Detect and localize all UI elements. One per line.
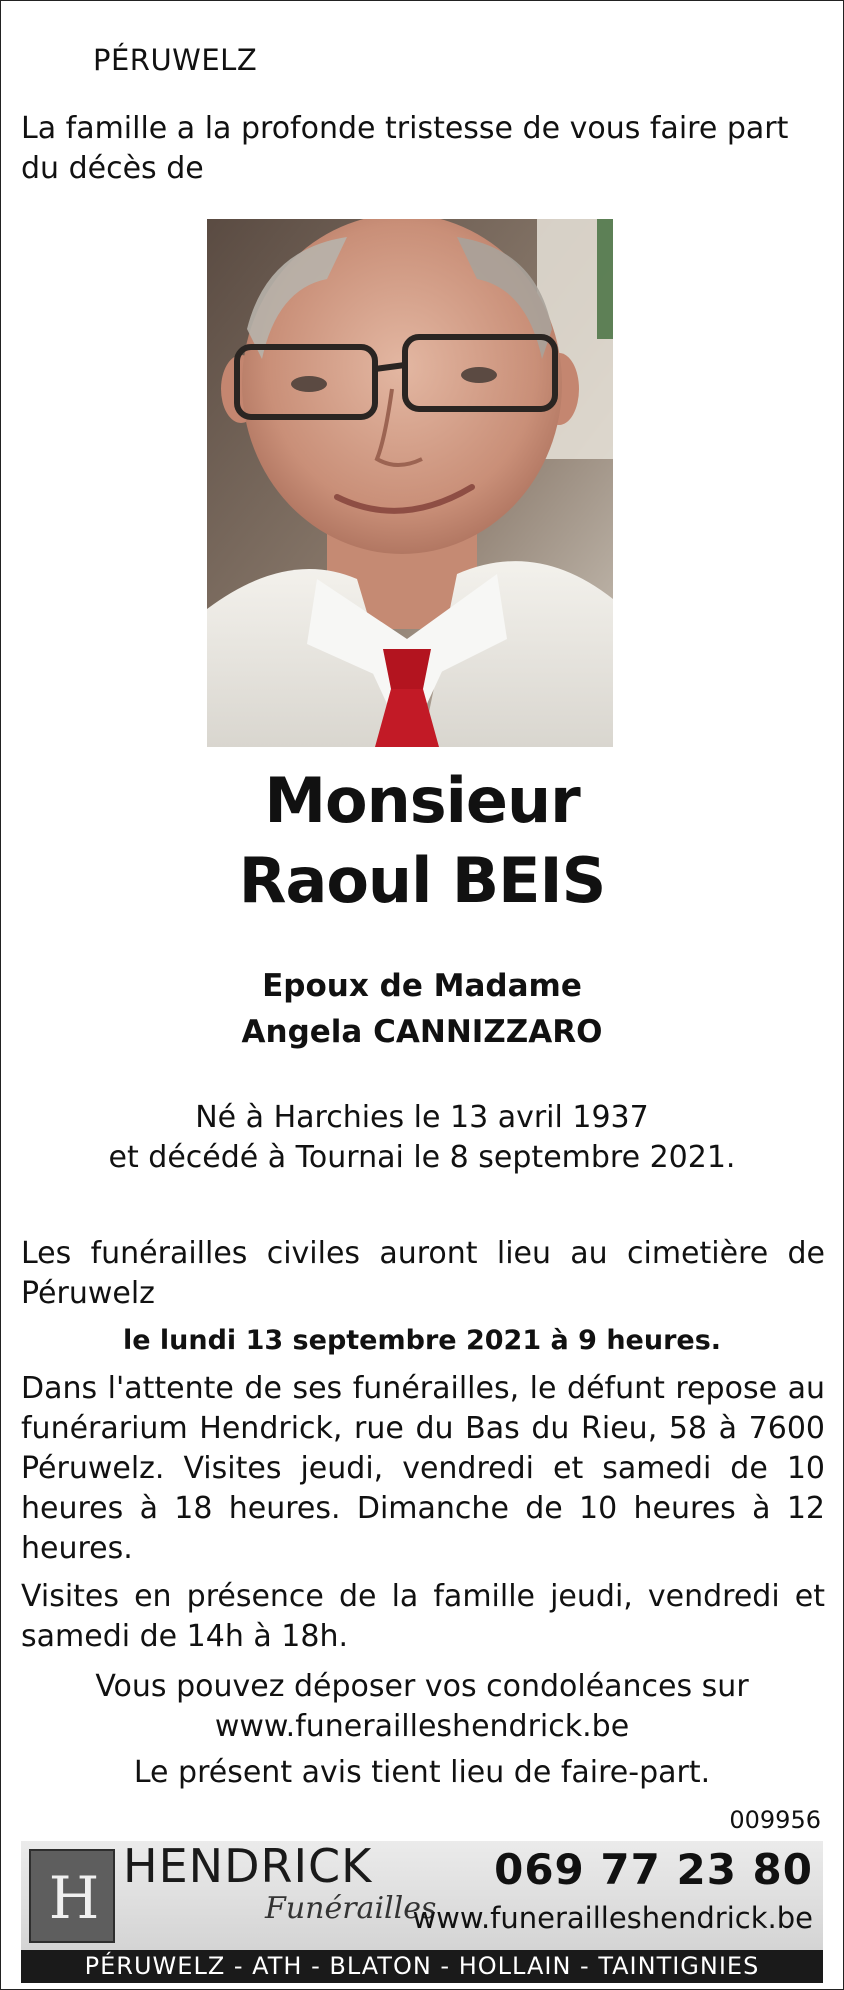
condolences-website[interactable]: www.funerailleshendrick.be <box>214 1709 630 1744</box>
phone-number[interactable]: 069 77 23 80 <box>494 1845 813 1894</box>
funeral-home-banner <box>21 1841 823 1983</box>
birth-line: Né à Harchies le 13 avril 1937 <box>195 1100 649 1135</box>
portrait-photo <box>207 219 613 747</box>
footer-website[interactable]: www.funerailleshendrick.be <box>412 1901 813 1935</box>
resting-info: Dans l'attente de ses funérailles, le défunt repose au funérarium Hendrick, rue du Bas du Rieu, 58 à 7600 Péruwelz. Visites jeudi, vendredi et samedi de 10 heures à 18 heures. Dimanche de 10 heures à 12 heures. <box>21 1371 825 1566</box>
hendrick-logo <box>29 1849 115 1943</box>
location-heading: PÉRUWELZ <box>93 43 258 77</box>
funeral-info: Les funérailles civiles auront lieu au cimetière de Péruwelz <box>21 1236 825 1311</box>
towns-bar: PÉRUWELZ - ATH - BLATON - HOLLAIN - TAINTIGNIES <box>21 1950 823 1983</box>
banner-top <box>21 1841 823 1950</box>
brand-subtitle: Funérailles <box>265 1891 437 1926</box>
funeral-date: le lundi 13 septembre 2021 à 9 heures. <box>122 1325 722 1356</box>
reference-number: 009956 <box>729 1806 821 1834</box>
spouse-line-2: Angela CANNIZZARO <box>241 1014 603 1050</box>
spouse-line-1: Epoux de Madame <box>262 968 582 1004</box>
logo-letter: H <box>48 1864 100 1932</box>
death-line: et décédé à Tournai le 8 septembre 2021. <box>108 1140 736 1175</box>
notice-text: Le présent avis tient lieu de faire-part. <box>133 1755 711 1790</box>
brand-name: HENDRICK <box>123 1839 373 1893</box>
deceased-name: Raoul BEIS <box>238 844 606 917</box>
condolences-line-1: Vous pouvez déposer vos condoléances sur <box>95 1669 749 1704</box>
intro-text: La famille a la profonde tristesse de vous faire part du décès de <box>21 111 789 186</box>
visits-info: Visites en présence de la famille jeudi, vendredi et samedi de 14h à 18h. <box>21 1579 825 1654</box>
deceased-title: Monsieur <box>264 764 580 837</box>
